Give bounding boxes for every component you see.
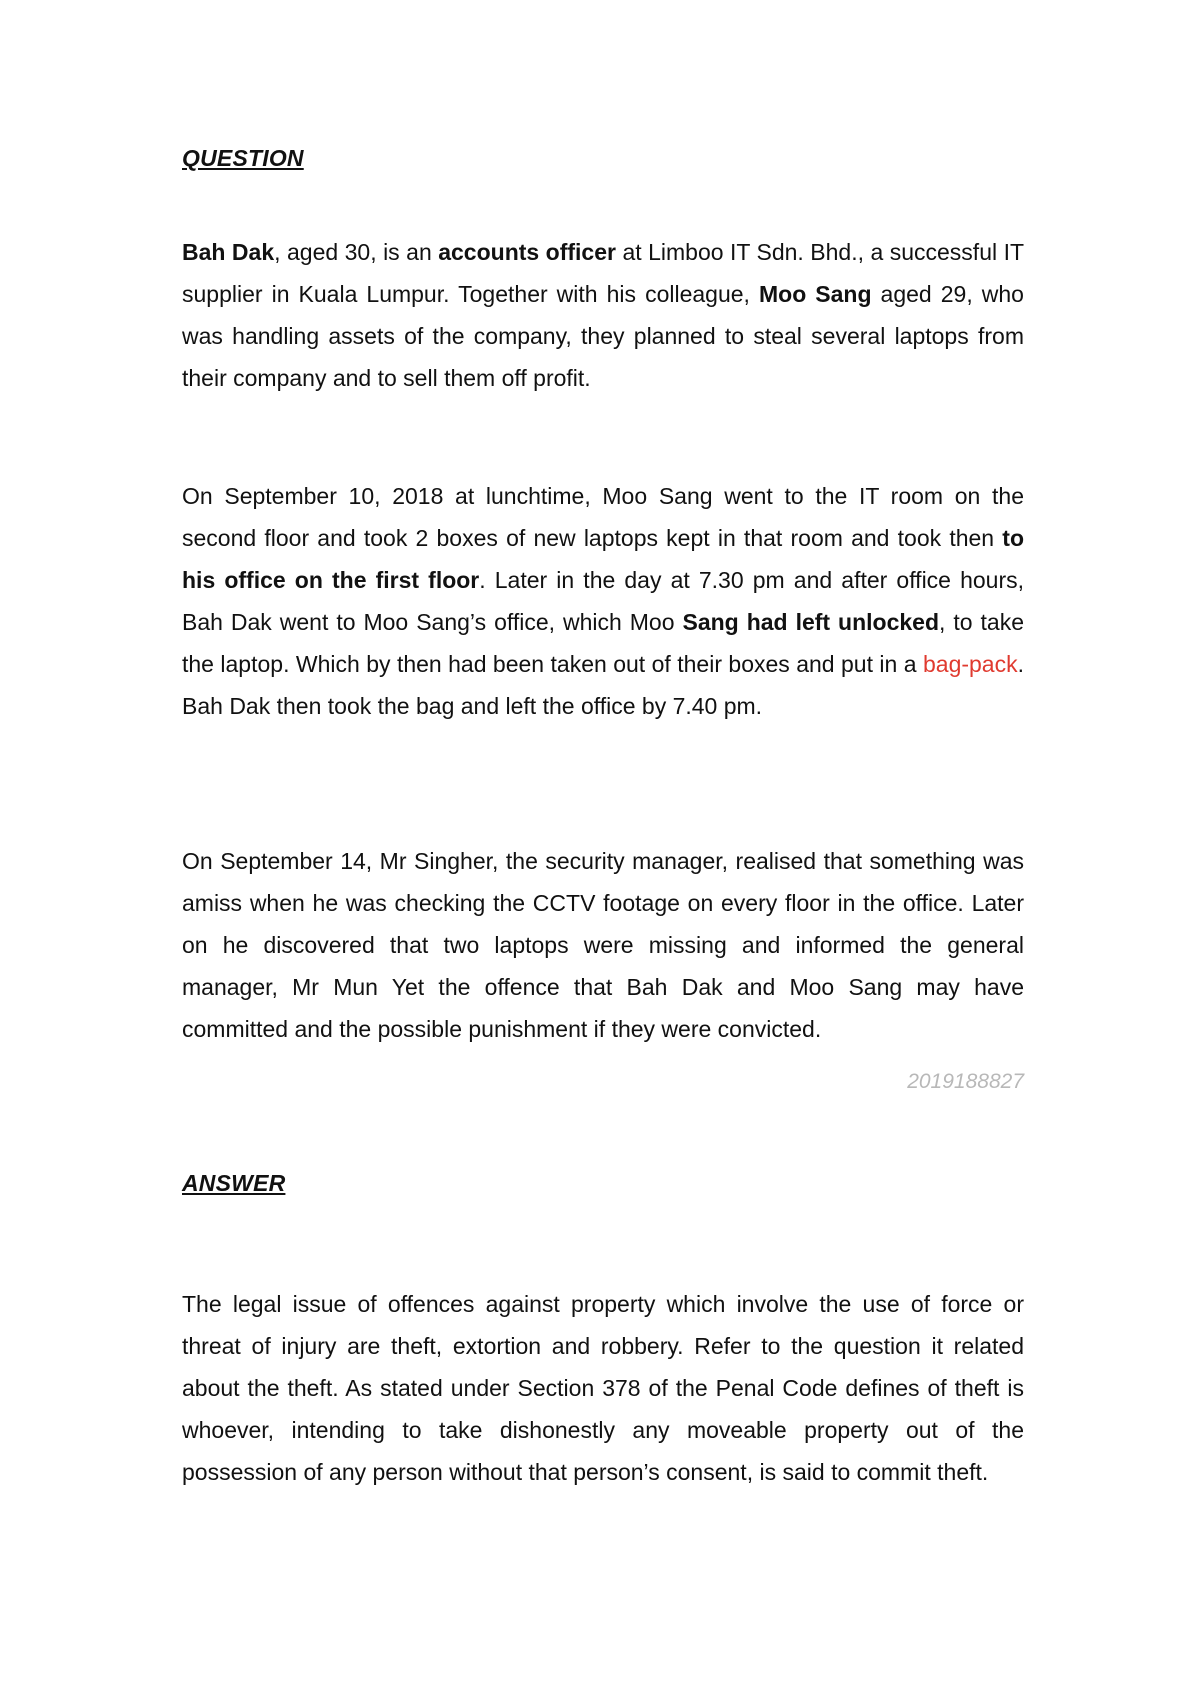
left-unlocked-bold: Sang had left unlocked <box>682 609 940 635</box>
question-paragraph-1: Bah Dak, aged 30, is an accounts officer at Limboo IT Sdn. Bhd., a successful IT supplier in Kuala Lumpur. Together with his colleague, Moo Sang aged 29, who was handling assets of the company, they planned to steal several laptops from their company and to sell them off profit. <box>182 239 1025 391</box>
answer-paragraph-1: The legal issue of offences against property which involve the use of force or threat of injury are theft, extortion and robbery. Refer to the question it related about the theft. As stated under Section 378 of the Penal Code defines of theft is whoever, intending to take dishonestly any moveable property out of the possession of any person without that person’s consent, is said to commit theft. <box>182 1291 1024 1485</box>
document-page <box>182 0 1024 1698</box>
bah-dak-bold: Bah Dak <box>182 239 275 265</box>
question-paragraph-2: On September 10, 2018 at lunchtime, Moo Sang went to the IT room on the second floor and took 2 boxes of new laptops kept in that room and took then to his office on the first floor. Later in the day at 7.30 pm and after office hours, Bah Dak went to Moo Sang’s office, which Moo Sang had left unlocked, to take the laptop. Which by then had been taken out of their boxes and put in a bag-pack. Bah Dak then took the bag and left the office by 7.40 pm. <box>182 483 1025 719</box>
question-paragraph-3: On September 14, Mr Singher, the security manager, realised that something was amiss when he was checking the CCTV footage on every floor in the office. Later on he discovered that two laptops were missing and informed the general manager, Mr Mun Yet the offence that Bah Dak and Moo Sang may have committed and the possible punishment if they were convicted. <box>182 848 1024 1042</box>
bag-pack-highlight: bag-pack <box>922 651 1018 677</box>
answer-heading: ANSWER <box>182 1170 286 1196</box>
accounts-officer-bold: accounts officer <box>438 239 616 265</box>
student-id: 2019188827 <box>907 1070 1024 1093</box>
question-heading: QUESTION <box>182 145 304 171</box>
first-floor-bold: to his office on the first floor <box>182 525 1024 593</box>
moo-sang-bold: Moo Sang <box>758 281 872 307</box>
